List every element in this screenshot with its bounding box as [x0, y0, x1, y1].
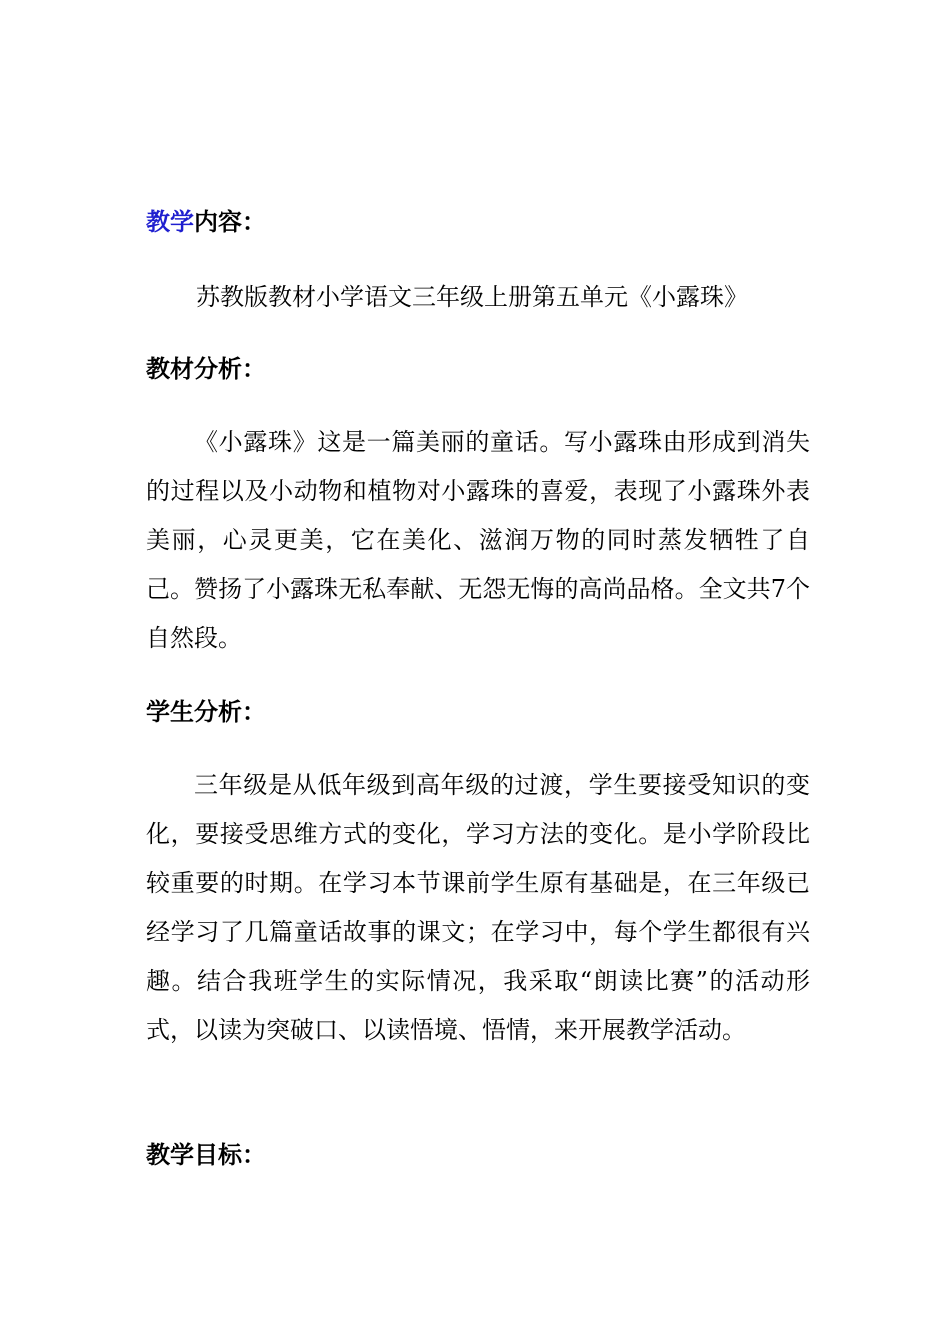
- material-analysis-text: 《小露珠》这是一篇美丽的童话。写小露珠由形成到消失的过程以及小动物和植物对小露珠的喜爱，表现了小露珠外表美丽，心灵更美，它在美化、滋润万物的同时蒸发牺牲了自己。赞扬了小露珠无私奉献、无怨无悔的高尚品格。全文共7个自然段。: [146, 428, 810, 652]
- teaching-content-text: 苏教版教材小学语文三年级上册第五单元《小露珠》: [196, 283, 748, 311]
- heading-rest-text: 内容：: [194, 207, 266, 236]
- heading-student-analysis: 学生分析：: [146, 697, 266, 726]
- heading-teaching-content: [146, 207, 266, 237]
- student-analysis-text: 三年级是从低年级到高年级的过渡，学生要接受知识的变化，要接受思维方式的变化，学习方法的变化。是小学阶段比较重要的时期。在学习本节课前学生原有基础是，在三年级已经学习了几篇童话故事的课文；在学习中，每个学生都很有兴趣。结合我班学生的实际情况，我采取“朗读比赛”的活动形式，以读为突破口、以读悟境、悟情，来开展教学活动。: [146, 771, 810, 1044]
- heading-material-analysis: 教材分析：: [146, 354, 266, 383]
- heading-accent-text: 教学: [146, 207, 194, 236]
- heading-teaching-goals: 教学目标：: [146, 1140, 266, 1169]
